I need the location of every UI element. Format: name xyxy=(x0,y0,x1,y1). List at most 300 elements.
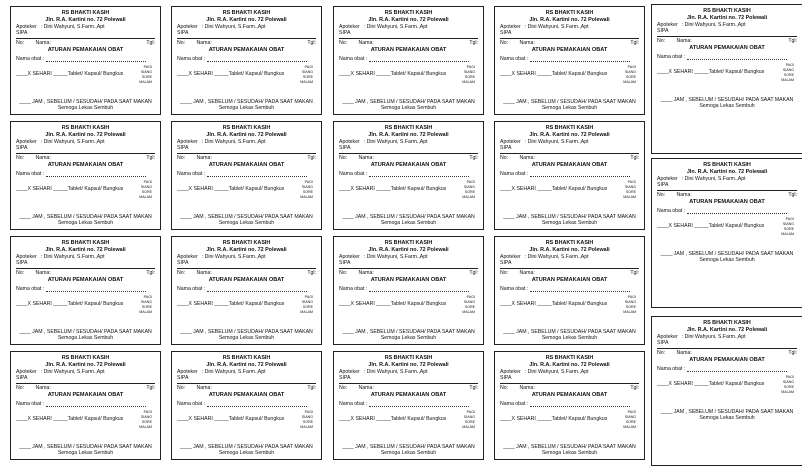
dosage-row xyxy=(177,180,316,199)
apoteker-label: Apoteker xyxy=(16,253,37,260)
nama-obat-row xyxy=(339,56,478,63)
patient-row xyxy=(500,269,639,277)
nama-obat-line xyxy=(369,287,469,292)
sipa-label: SIPA xyxy=(16,145,28,151)
dosage-row xyxy=(339,410,478,429)
apoteker-label: Apoteker xyxy=(500,253,521,260)
tgl-label: Tgl: xyxy=(788,349,797,356)
hospital-address: Jln. R.A. Kartini no. 72 Polewali xyxy=(206,361,287,368)
apoteker-label: Apoteker xyxy=(177,368,198,375)
sipa-label: SIPA xyxy=(339,375,351,381)
nama-label: Nama: xyxy=(358,39,374,46)
hospital-name: RS BHAKTI KASIH xyxy=(222,240,271,246)
nama-obat-label: Nama obat : xyxy=(177,400,206,407)
time-siang: SIANG xyxy=(140,70,152,75)
dosage-row xyxy=(657,217,797,236)
hospital-address: Jln. R.A. Kartini no. 72 Polewali xyxy=(686,168,768,175)
time-siang: SIANG xyxy=(782,68,794,73)
time-malam: MALAM xyxy=(781,390,794,395)
patient-row xyxy=(500,384,639,392)
hospital-name: RS BHAKTI KASIH xyxy=(545,10,594,16)
apoteker-label: Apoteker xyxy=(177,138,198,145)
patient-row xyxy=(657,191,797,199)
time-pagi: PAGI xyxy=(627,295,636,300)
sipa-label: SIPA xyxy=(16,260,28,266)
time-sore: SORE xyxy=(783,227,794,232)
instruction-text: ____ JAM , SEBELUM / SESUDAH/ PADA SAAT MAKAN xyxy=(503,328,636,335)
label-title: ATURAN PEMAKAIAN OBAT xyxy=(531,162,608,168)
wish-text: Semoga Lekas Sembuh xyxy=(57,105,114,112)
hospital-name: RS BHAKTI KASIH xyxy=(384,10,433,16)
nama-obat-line xyxy=(207,57,307,62)
time-malam: MALAM xyxy=(623,80,636,85)
wish-text: Semoga Lekas Sembuh xyxy=(218,450,275,457)
time-siang: SIANG xyxy=(624,185,636,190)
tgl-label: Tgl: xyxy=(788,37,797,44)
nama-obat-row xyxy=(500,401,639,408)
dosage-row xyxy=(339,65,478,84)
hospital-address: Jln. R.A. Kartini no. 72 Polewali xyxy=(368,246,449,253)
nama-obat-label: Nama obat : xyxy=(500,400,529,407)
label-title: ATURAN PEMAKAIAN OBAT xyxy=(47,392,124,398)
no-label: No: xyxy=(500,154,509,161)
label-title: ATURAN PEMAKAIAN OBAT xyxy=(531,392,608,398)
label-title: ATURAN PEMAKAIAN OBAT xyxy=(47,277,124,283)
time-siang: SIANG xyxy=(782,380,794,385)
time-list xyxy=(462,410,478,429)
time-siang: SIANG xyxy=(301,300,313,305)
nama-obat-label: Nama obat : xyxy=(16,400,45,407)
time-malam: MALAM xyxy=(462,425,475,430)
wish-text: Semoga Lekas Sembuh xyxy=(380,450,437,457)
no-label: No: xyxy=(339,39,348,46)
instruction-text: ____ JAM , SEBELUM / SESUDAH/ PADA SAAT MAKAN xyxy=(503,213,636,220)
time-malam: MALAM xyxy=(300,425,313,430)
sipa-label: SIPA xyxy=(500,30,512,36)
nama-obat-row xyxy=(16,401,155,408)
instruction-text: ____ JAM , SEBELUM / SESUDAH/ PADA SAAT MAKAN xyxy=(342,213,475,220)
sipa-label: SIPA xyxy=(16,375,28,381)
time-list xyxy=(623,295,639,314)
nama-obat-row xyxy=(339,171,478,178)
apoteker-value: : Dini Wahyuni, S.Farm.,Apt xyxy=(524,23,589,30)
dosage-text: ____X SEHARI _____Tablet/ Kapsul/ Bungkus xyxy=(16,301,124,308)
time-siang: SIANG xyxy=(301,185,313,190)
hospital-name: RS BHAKTI KASIH xyxy=(61,10,110,16)
nama-obat-label: Nama obat : xyxy=(339,55,368,62)
dosage-row xyxy=(177,65,316,84)
time-siang: SIANG xyxy=(463,185,475,190)
nama-obat-line xyxy=(46,172,146,177)
hospital-address: Jln. R.A. Kartini no. 72 Polewali xyxy=(206,131,287,138)
label-title: ATURAN PEMAKAIAN OBAT xyxy=(370,162,447,168)
sipa-label: SIPA xyxy=(339,30,351,36)
wish-text: Semoga Lekas Sembuh xyxy=(57,450,114,457)
apoteker-value: : Dini Wahyuni, S.Farm.,Apt xyxy=(201,368,266,375)
instruction-text: ____ JAM , SEBELUM / SESUDAH/ PADA SAAT MAKAN xyxy=(180,328,313,335)
time-sore: SORE xyxy=(625,75,636,80)
nama-obat-row xyxy=(500,171,639,178)
time-malam: MALAM xyxy=(300,80,313,85)
nama-label: Nama: xyxy=(35,269,51,276)
nama-obat-label: Nama obat : xyxy=(500,285,529,292)
time-malam: MALAM xyxy=(781,232,794,237)
instruction-text: ____ JAM , SEBELUM / SESUDAH/ PADA SAAT MAKAN xyxy=(342,328,475,335)
tgl-label: Tgl: xyxy=(469,154,478,161)
hospital-address: Jln. R.A. Kartini no. 72 Polewali xyxy=(45,16,126,23)
time-list xyxy=(462,65,478,84)
time-malam: MALAM xyxy=(139,80,152,85)
time-siang: SIANG xyxy=(463,300,475,305)
nama-obat-label: Nama obat : xyxy=(339,170,368,177)
wish-text: Semoga Lekas Sembuh xyxy=(541,105,598,112)
time-sore: SORE xyxy=(302,420,313,425)
hospital-address: Jln. R.A. Kartini no. 72 Polewali xyxy=(206,16,287,23)
time-pagi: PAGI xyxy=(143,180,152,185)
nama-label: Nama: xyxy=(358,384,374,391)
nama-obat-label: Nama obat : xyxy=(339,285,368,292)
nama-obat-label: Nama obat : xyxy=(657,53,686,60)
instruction-text: ____ JAM , SEBELUM / SESUDAH/ PADA SAAT MAKAN xyxy=(342,443,475,450)
no-label: No: xyxy=(16,39,25,46)
medicine-label xyxy=(651,4,802,154)
apoteker-label: Apoteker xyxy=(339,138,360,145)
nama-label: Nama: xyxy=(358,269,374,276)
time-sore: SORE xyxy=(783,73,794,78)
hospital-name: RS BHAKTI KASIH xyxy=(222,125,271,131)
patient-row xyxy=(657,349,797,357)
time-pagi: PAGI xyxy=(466,180,475,185)
medicine-label xyxy=(494,236,645,345)
time-malam: MALAM xyxy=(462,310,475,315)
nama-obat-label: Nama obat : xyxy=(500,170,529,177)
wish-text: Semoga Lekas Sembuh xyxy=(541,220,598,227)
medicine-label xyxy=(651,158,802,308)
dosage-row xyxy=(16,410,155,429)
medicine-label xyxy=(494,351,645,460)
time-siang: SIANG xyxy=(301,415,313,420)
apoteker-label: Apoteker xyxy=(657,21,678,28)
medicine-label xyxy=(333,351,484,460)
time-list xyxy=(781,63,797,82)
time-list xyxy=(300,410,316,429)
hospital-name: RS BHAKTI KASIH xyxy=(384,355,433,361)
tgl-label: Tgl: xyxy=(307,269,316,276)
nama-label: Nama: xyxy=(196,154,212,161)
sipa-label: SIPA xyxy=(339,260,351,266)
apoteker-label: Apoteker xyxy=(657,333,678,340)
wish-text: Semoga Lekas Sembuh xyxy=(541,335,598,342)
dosage-text: ____X SEHARI _____Tablet/ Kapsul/ Bungkus xyxy=(339,71,447,78)
hospital-name: RS BHAKTI KASIH xyxy=(703,162,751,168)
time-pagi: PAGI xyxy=(466,410,475,415)
time-list xyxy=(139,295,155,314)
instruction-text: ____ JAM , SEBELUM / SESUDAH/ PADA SAAT MAKAN xyxy=(19,213,152,220)
no-label: No: xyxy=(339,154,348,161)
dosage-text: ____X SEHARI _____Tablet/ Kapsul/ Bungkus xyxy=(16,71,124,78)
time-sore: SORE xyxy=(141,305,152,310)
hospital-address: Jln. R.A. Kartini no. 72 Polewali xyxy=(368,361,449,368)
wish-text: Semoga Lekas Sembuh xyxy=(380,105,437,112)
tgl-label: Tgl: xyxy=(630,384,639,391)
apoteker-label: Apoteker xyxy=(500,368,521,375)
apoteker-label: Apoteker xyxy=(177,23,198,30)
nama-obat-line xyxy=(530,172,630,177)
time-list xyxy=(462,295,478,314)
dosage-row xyxy=(500,410,639,429)
time-sore: SORE xyxy=(141,190,152,195)
hospital-address: Jln. R.A. Kartini no. 72 Polewali xyxy=(529,131,610,138)
patient-row xyxy=(500,154,639,162)
nama-obat-row xyxy=(500,286,639,293)
wish-text: Semoga Lekas Sembuh xyxy=(380,335,437,342)
patient-row xyxy=(16,39,155,47)
label-title: ATURAN PEMAKAIAN OBAT xyxy=(208,277,285,283)
label-title: ATURAN PEMAKAIAN OBAT xyxy=(531,277,608,283)
nama-label: Nama: xyxy=(196,384,212,391)
apoteker-value: : Dini Wahyuni, S.Farm.,Apt xyxy=(201,138,266,145)
instruction-text: ____ JAM , SEBELUM / SESUDAH/ PADA SAAT MAKAN xyxy=(660,250,794,257)
label-title: ATURAN PEMAKAIAN OBAT xyxy=(370,392,447,398)
nama-obat-line xyxy=(530,402,630,407)
hospital-address: Jln. R.A. Kartini no. 72 Polewali xyxy=(206,246,287,253)
medicine-label xyxy=(333,6,484,115)
medicine-label xyxy=(494,6,645,115)
time-malam: MALAM xyxy=(462,195,475,200)
nama-obat-label: Nama obat : xyxy=(177,55,206,62)
tgl-label: Tgl: xyxy=(469,269,478,276)
dosage-text: ____X SEHARI _____Tablet/ Kapsul/ Bungkus xyxy=(339,301,447,308)
time-sore: SORE xyxy=(464,305,475,310)
apoteker-value: : Dini Wahyuni, S.Farm.,Apt xyxy=(363,138,428,145)
apoteker-value: : Dini Wahyuni, S.Farm.,Apt xyxy=(40,368,105,375)
hospital-address: Jln. R.A. Kartini no. 72 Polewali xyxy=(686,326,768,333)
dosage-row xyxy=(177,410,316,429)
no-label: No: xyxy=(500,269,509,276)
hospital-name: RS BHAKTI KASIH xyxy=(61,125,110,131)
time-siang: SIANG xyxy=(463,415,475,420)
dosage-text: ____X SEHARI _____Tablet/ Kapsul/ Bungkus xyxy=(657,381,765,388)
time-pagi: PAGI xyxy=(304,295,313,300)
dosage-text: ____X SEHARI _____Tablet/ Kapsul/ Bungkus xyxy=(500,416,608,423)
apoteker-value: : Dini Wahyuni, S.Farm.,Apt xyxy=(524,253,589,260)
apoteker-label: Apoteker xyxy=(657,175,678,182)
tgl-label: Tgl: xyxy=(630,269,639,276)
patient-row xyxy=(500,39,639,47)
time-pagi: PAGI xyxy=(304,65,313,70)
nama-label: Nama: xyxy=(676,349,692,356)
time-sore: SORE xyxy=(302,305,313,310)
wish-text: Semoga Lekas Sembuh xyxy=(218,105,275,112)
time-list xyxy=(781,217,797,236)
tgl-label: Tgl: xyxy=(469,384,478,391)
dosage-text: ____X SEHARI _____Tablet/ Kapsul/ Bungkus xyxy=(339,416,447,423)
time-pagi: PAGI xyxy=(785,217,794,222)
dosage-text: ____X SEHARI _____Tablet/ Kapsul/ Bungkus xyxy=(657,69,765,76)
apoteker-value: : Dini Wahyuni, S.Farm.,Apt xyxy=(201,253,266,260)
time-sore: SORE xyxy=(625,420,636,425)
time-malam: MALAM xyxy=(300,310,313,315)
medicine-label xyxy=(10,236,161,345)
nama-obat-label: Nama obat : xyxy=(177,170,206,177)
time-sore: SORE xyxy=(464,420,475,425)
time-siang: SIANG xyxy=(140,415,152,420)
label-title: ATURAN PEMAKAIAN OBAT xyxy=(370,277,447,283)
medicine-label xyxy=(10,351,161,460)
apoteker-value: : Dini Wahyuni, S.Farm.,Apt xyxy=(681,175,746,182)
apoteker-value: : Dini Wahyuni, S.Farm.,Apt xyxy=(40,253,105,260)
time-list xyxy=(139,65,155,84)
hospital-name: RS BHAKTI KASIH xyxy=(61,355,110,361)
apoteker-label: Apoteker xyxy=(16,138,37,145)
apoteker-value: : Dini Wahyuni, S.Farm.,Apt xyxy=(524,138,589,145)
no-label: No: xyxy=(177,39,186,46)
dosage-row xyxy=(339,295,478,314)
time-malam: MALAM xyxy=(623,425,636,430)
dosage-row xyxy=(657,375,797,394)
label-title: ATURAN PEMAKAIAN OBAT xyxy=(531,47,608,53)
nama-label: Nama: xyxy=(196,39,212,46)
dosage-text: ____X SEHARI _____Tablet/ Kapsul/ Bungkus xyxy=(16,186,124,193)
nama-label: Nama: xyxy=(676,37,692,44)
time-sore: SORE xyxy=(141,75,152,80)
no-label: No: xyxy=(500,39,509,46)
no-label: No: xyxy=(177,269,186,276)
apoteker-value: : Dini Wahyuni, S.Farm.,Apt xyxy=(363,368,428,375)
sipa-label: SIPA xyxy=(657,340,669,346)
nama-obat-label: Nama obat : xyxy=(177,285,206,292)
time-list xyxy=(462,180,478,199)
nama-obat-label: Nama obat : xyxy=(657,207,686,214)
time-sore: SORE xyxy=(783,385,794,390)
apoteker-label: Apoteker xyxy=(500,138,521,145)
apoteker-label: Apoteker xyxy=(339,368,360,375)
dosage-text: ____X SEHARI _____Tablet/ Kapsul/ Bungkus xyxy=(16,416,124,423)
nama-obat-line xyxy=(207,287,307,292)
dosage-row xyxy=(339,180,478,199)
sipa-label: SIPA xyxy=(177,145,189,151)
no-label: No: xyxy=(16,384,25,391)
time-malam: MALAM xyxy=(300,195,313,200)
hospital-name: RS BHAKTI KASIH xyxy=(384,125,433,131)
patient-row xyxy=(177,384,316,392)
time-siang: SIANG xyxy=(624,415,636,420)
patient-row xyxy=(339,39,478,47)
nama-obat-row xyxy=(657,208,797,215)
medicine-label xyxy=(171,121,322,230)
tgl-label: Tgl: xyxy=(630,154,639,161)
wish-text: Semoga Lekas Sembuh xyxy=(218,335,275,342)
dosage-text: ____X SEHARI _____Tablet/ Kapsul/ Bungkus xyxy=(177,301,285,308)
patient-row xyxy=(177,154,316,162)
sipa-label: SIPA xyxy=(657,182,669,188)
sipa-label: SIPA xyxy=(177,260,189,266)
hospital-name: RS BHAKTI KASIH xyxy=(545,240,594,246)
dosage-text: ____X SEHARI _____Tablet/ Kapsul/ Bungkus xyxy=(657,223,765,230)
no-label: No: xyxy=(657,37,666,44)
tgl-label: Tgl: xyxy=(307,384,316,391)
patient-row xyxy=(339,269,478,277)
sipa-label: SIPA xyxy=(177,375,189,381)
nama-obat-row xyxy=(500,56,639,63)
instruction-text: ____ JAM , SEBELUM / SESUDAH/ PADA SAAT MAKAN xyxy=(342,98,475,105)
hospital-name: RS BHAKTI KASIH xyxy=(703,8,751,14)
instruction-text: ____ JAM , SEBELUM / SESUDAH/ PADA SAAT MAKAN xyxy=(660,408,794,415)
nama-obat-row xyxy=(16,286,155,293)
label-title: ATURAN PEMAKAIAN OBAT xyxy=(208,162,285,168)
wish-text: Semoga Lekas Sembuh xyxy=(57,335,114,342)
label-title: ATURAN PEMAKAIAN OBAT xyxy=(47,162,124,168)
time-sore: SORE xyxy=(141,420,152,425)
no-label: No: xyxy=(177,384,186,391)
time-malam: MALAM xyxy=(623,195,636,200)
time-pagi: PAGI xyxy=(627,180,636,185)
hospital-name: RS BHAKTI KASIH xyxy=(545,125,594,131)
sipa-label: SIPA xyxy=(500,260,512,266)
time-pagi: PAGI xyxy=(143,295,152,300)
time-malam: MALAM xyxy=(623,310,636,315)
dosage-row xyxy=(657,63,797,82)
label-title: ATURAN PEMAKAIAN OBAT xyxy=(208,47,285,53)
time-siang: SIANG xyxy=(624,70,636,75)
apoteker-value: : Dini Wahyuni, S.Farm.,Apt xyxy=(524,368,589,375)
sipa-label: SIPA xyxy=(339,145,351,151)
time-pagi: PAGI xyxy=(143,65,152,70)
label-title: ATURAN PEMAKAIAN OBAT xyxy=(689,357,765,363)
hospital-address: Jln. R.A. Kartini no. 72 Polewali xyxy=(529,246,610,253)
time-siang: SIANG xyxy=(463,70,475,75)
nama-obat-line xyxy=(46,57,146,62)
nama-obat-row xyxy=(339,286,478,293)
nama-label: Nama: xyxy=(196,269,212,276)
apoteker-label: Apoteker xyxy=(500,23,521,30)
nama-obat-row xyxy=(177,401,316,408)
nama-obat-line xyxy=(46,402,146,407)
time-siang: SIANG xyxy=(301,70,313,75)
time-sore: SORE xyxy=(464,75,475,80)
nama-obat-row xyxy=(177,286,316,293)
no-label: No: xyxy=(16,269,25,276)
time-pagi: PAGI xyxy=(304,410,313,415)
nama-label: Nama: xyxy=(519,39,535,46)
time-list xyxy=(623,410,639,429)
nama-obat-line xyxy=(687,209,787,214)
patient-row xyxy=(657,37,797,45)
dosage-row xyxy=(500,65,639,84)
sipa-label: SIPA xyxy=(500,145,512,151)
hospital-name: RS BHAKTI KASIH xyxy=(384,240,433,246)
apoteker-label: Apoteker xyxy=(16,23,37,30)
apoteker-label: Apoteker xyxy=(16,368,37,375)
nama-label: Nama: xyxy=(35,154,51,161)
tgl-label: Tgl: xyxy=(146,39,155,46)
dosage-row xyxy=(500,180,639,199)
dosage-row xyxy=(16,65,155,84)
tgl-label: Tgl: xyxy=(307,154,316,161)
apoteker-label: Apoteker xyxy=(339,23,360,30)
tgl-label: Tgl: xyxy=(788,191,797,198)
instruction-text: ____ JAM , SEBELUM / SESUDAH/ PADA SAAT MAKAN xyxy=(503,98,636,105)
nama-obat-row xyxy=(16,56,155,63)
time-siang: SIANG xyxy=(782,222,794,227)
no-label: No: xyxy=(339,384,348,391)
time-list xyxy=(623,180,639,199)
nama-label: Nama: xyxy=(676,191,692,198)
time-pagi: PAGI xyxy=(304,180,313,185)
instruction-text: ____ JAM , SEBELUM / SESUDAH/ PADA SAAT MAKAN xyxy=(180,213,313,220)
wish-text: Semoga Lekas Sembuh xyxy=(380,220,437,227)
apoteker-value: : Dini Wahyuni, S.Farm.,Apt xyxy=(40,23,105,30)
